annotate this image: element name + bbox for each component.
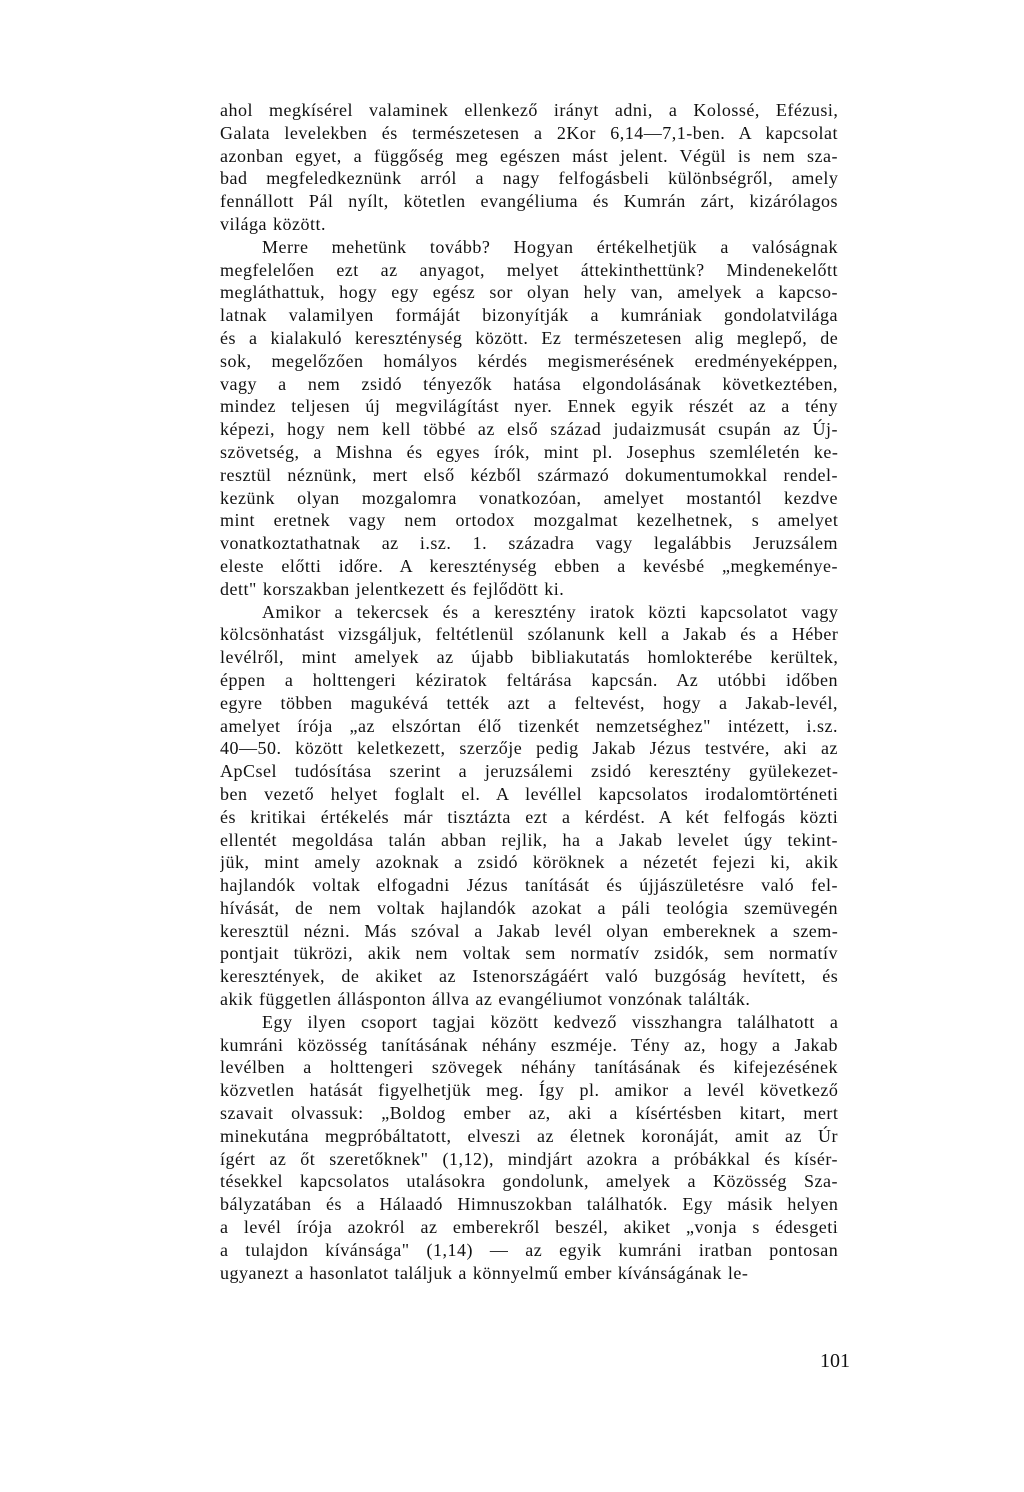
text-line: resztül néznünk, mert első kézből származó dokumentumokkal rendel- — [220, 464, 838, 485]
text-line: ben vezető helyet foglalt el. A levéllel kapcsolatos irodalomtörténeti — [220, 783, 838, 804]
text-line: egyre többen magukévá tették azt a feltevést, hogy a Jakab-levél, — [220, 692, 838, 713]
text-line: közvetlen hatását figyelhetjük meg. Így pl. amikor a levél következő — [220, 1080, 838, 1101]
text-line: hajlandók voltak elfogadni Jézus tanítását és újjászületésre való fel- — [220, 875, 838, 896]
text-line: mint eretnek vagy nem ortodox mozgalmat kezelhetnek, s amelyet — [220, 510, 838, 531]
text-line: 40—50. között keletkezett, szerzője pedig Jakab Jézus testvére, aki az — [220, 738, 838, 759]
text-line: világa között. — [220, 213, 326, 234]
text-line: kumráni közösség tanításának néhány eszméje. Tény az, hogy a Jakab — [220, 1034, 838, 1055]
paragraph — [220, 1011, 838, 1285]
text-line: ugyanezt a hasonlatot találjuk a könnyelmű ember kívánságának le- — [220, 1262, 749, 1283]
text-line: vonatkoztathatnak az i.sz. 1. századra vagy legalábbis Jeruzsálem — [220, 533, 838, 554]
text-line: bályzatában és a Hálaadó Himnuszokban találhatók. Egy másik helyen — [220, 1194, 838, 1215]
text-line: minekutána megpróbáltatott, elveszi az életnek koronáját, amit az Úr — [220, 1125, 838, 1146]
text-line: amelyet írója „az elszórtan élő tizenkét nemzetséghez" intézett, i.sz. — [220, 715, 838, 736]
text-line: kölcsönhatást vizsgáljuk, feltétlenül szólanunk kell a Jakab és a Héber — [220, 624, 838, 645]
text-line: bad megfeledkeznünk arról a nagy felfogásbeli különbségről, amely — [220, 168, 838, 189]
page-number: 101 — [820, 1350, 850, 1372]
text-line: éppen a holttengeri kéziratok feltárása kapcsán. Az utóbbi időben — [220, 669, 838, 690]
text-line: jük, mint amely azoknak a zsidó köröknek a nézetét fejezi ki, akik — [220, 852, 838, 873]
text-line: eleste előtti időre. A kereszténység ebben a kevésbé „megkeményе- — [220, 555, 838, 576]
paragraph — [220, 601, 838, 1011]
text-line: és kritikai értékelés már tisztázta ezt a kérdést. A két felfogás közti — [220, 806, 838, 827]
text-line: szövetség, a Mishna és egyes írók, mint pl. Josephus szemléletén ke- — [220, 441, 838, 462]
text-line: ahol megkísérel valaminek ellenkező irányt adni, a Kolossé, Efézusi, — [220, 100, 838, 120]
text-line: kezünk olyan mozgalomra vonatkozóan, amelyet mostantól kezdve — [220, 487, 838, 508]
body-text — [220, 99, 838, 1284]
text-line: Egy ilyen csoport tagjai között kedvező visszhangra találhatott a — [262, 1011, 838, 1032]
text-line: és a kialakuló kereszténység között. Ez természetesen alig meglepő, de — [220, 327, 838, 348]
text-line: megláthattuk, hogy egy egész sor olyan hely van, amelyek a kapcso- — [220, 282, 838, 303]
text-line: sok, megelőzően homályos kérdés megismerésének eredményeképpen, — [220, 350, 838, 371]
text-line: tésekkel kapcsolatos utalásokra gondolunk, amelyek a Közösség Sza- — [220, 1171, 838, 1192]
text-line: ígért az őt szeretőknek" (1,12), mindjárt azokra a próbákkal és kísér- — [220, 1148, 838, 1169]
text-line: ellentét megoldása talán abban rejlik, ha a Jakab levelet úgy tekint- — [220, 829, 838, 850]
text-line: hívását, de nem voltak hajlandók azokat a páli teológia szemüvegén — [220, 897, 838, 918]
text-line: Merre mehetünk tovább? Hogyan értékelhetjük a valóságnak — [262, 236, 838, 257]
text-line: Amikor a tekercsek és a keresztény iratok közti kapcsolatot vagy — [262, 601, 838, 622]
text-line: a tulajdon kívánsága" (1,14) — az egyik kumráni iratban pontosan — [220, 1239, 838, 1260]
text-line: mindez teljesen új megvilágítást nyer. Ennek egyik részét az a tény — [220, 396, 838, 417]
text-line: keresztények, de akiket az Istenországáért való buzgóság hevített, és — [220, 966, 838, 987]
text-line: akik független állásponton állva az evangéliumot vonzónak találták. — [220, 989, 751, 1010]
text-line: dett" korszakban jelentkezett és fejlődött ki. — [220, 578, 565, 599]
text-line: levélről, mint amelyek az újabb bibliakutatás homlokterébe kerültek, — [220, 647, 838, 668]
text-line: fennállott Pál nyílt, kötetlen evangéliuma és Kumrán zárt, kizárólagos — [220, 191, 838, 212]
paragraph — [220, 99, 838, 236]
paragraph — [220, 236, 838, 601]
text-line: szavait olvassuk: „Boldog ember az, aki a kísértésben kitart, mert — [220, 1103, 838, 1124]
text-line: keresztül nézni. Más szóval a Jakab levél olyan embereknek a szem- — [220, 920, 838, 941]
text-line: megfelelően ezt az anyagot, melyet áttekinthettünk? Mindenekelőtt — [220, 259, 838, 280]
text-line: levélben a holttengeri szövegek néhány tanításának és kifejezésének — [220, 1057, 838, 1078]
text-line: a levél írója azokról az emberekről beszél, akiket „vonja s édesgeti — [220, 1217, 838, 1238]
text-line: azonban egyet, a függőség meg egészen mást jelent. Végül is nem sza- — [220, 145, 838, 166]
text-line: vagy a nem zsidó tényezők hatása elgondolásának következtében, — [220, 373, 838, 394]
text-line: latnak valamilyen formáját bizonyítják a kumrániak gondolatvilága — [220, 305, 838, 326]
text-line: pontjait tükrözi, akik nem voltak sem normatív zsidók, sem normatív — [220, 943, 838, 964]
text-line: Galata levelekben és természetesen a 2Kor 6,14—7,1-ben. A kapcsolat — [220, 122, 838, 143]
text-line: képezi, hogy nem kell többé az első század judaizmusát csupán az Új- — [220, 419, 838, 440]
text-line: ApCsel tudósítása szerint a jeruzsálemi zsidó keresztény gyülekezet- — [220, 761, 838, 782]
